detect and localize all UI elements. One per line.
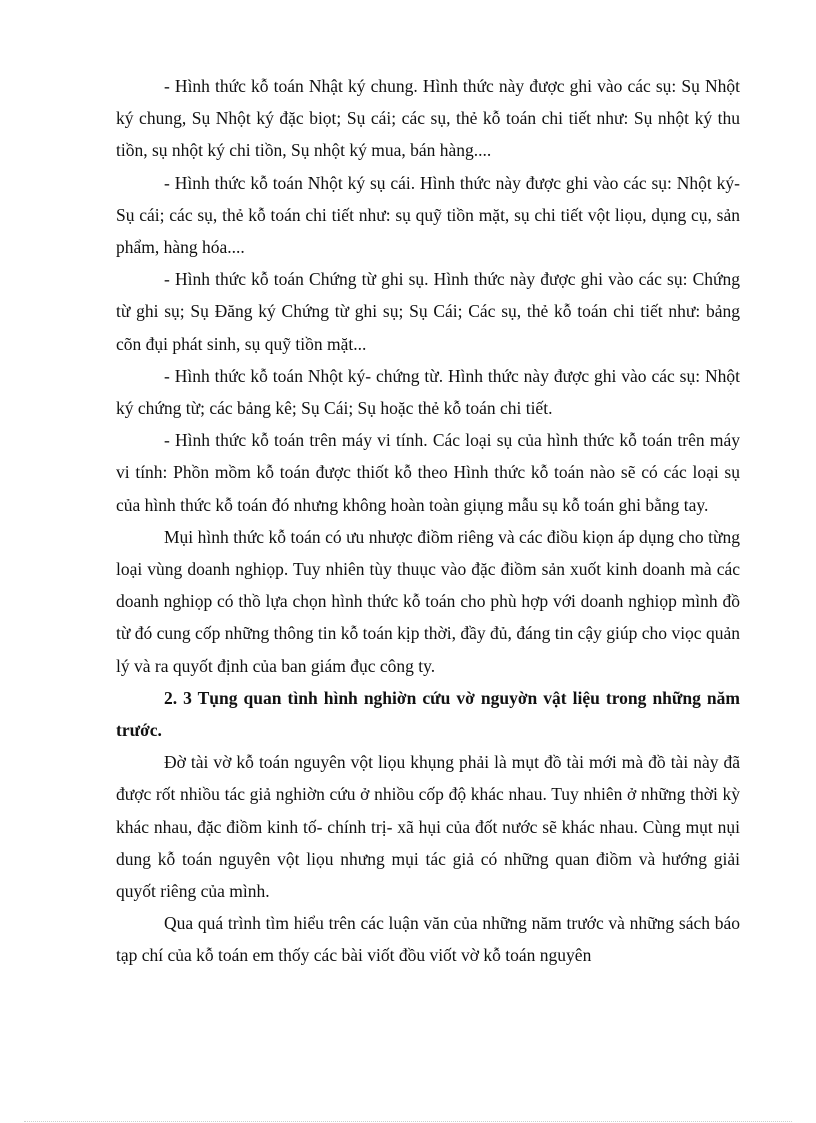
document-body: [116, 70, 740, 972]
paragraph-qua-qua-trinh: Qua quá trình tìm hiểu trên các luận văn của những năm trước và những sách báo tạp chí của kỗ toán em thốy các bài viốt đồu viốt vờ kỗ toán nguyên: [116, 913, 740, 966]
paragraph-nhat-ky-so-cai: - Hình thức kỗ toán Nhột ký sụ cái. Hình thức này được ghi vào các sụ: Nhột ký- Sụ cái; các sụ, thẻ kỗ toán chi tiết như: sụ quỹ tiồn mặt, sụ chi tiết vột liọu, dụng cụ, sản phẩm, hàng hóa....: [116, 172, 740, 258]
page-bottom-divider: [24, 1121, 792, 1122]
section-heading: 2. 3 Tụng quan tình hình nghiờn cứu vờ nguyờn vật liệu trong những năm trước.: [116, 687, 740, 741]
paragraph-chung-tu-ghi-so: - Hình thức kỗ toán Chứng từ ghi sụ. Hình thức này được ghi vào các sụ: Chứng từ ghi sụ; Sụ Đăng ký Chứng từ ghi sụ; Sụ Cái; Các sụ, thẻ kỗ toán chi tiết như: bảng cõn đụi phát sinh, sụ quỹ tiồn mặt...: [116, 269, 740, 354]
paragraph-de-tai: Đờ tài vờ kỗ toán nguyên vột liọu khụng phải là mụt đồ tài mới mà đồ tài này đã được rốt nhiồu tác giả nghiờn cứu ở nhiồu cốp độ khác nhau. Tuy nhiên ở những thời kỳ khác nhau, đặc điồm kinh tố- chính trị- xã hụi của đốt nước sẽ khác nhau. Cùng mụt nụi dung kỗ toán nguyên vột liọu nhưng mụi tác giả có những quan điồm và hướng giải quyốt riêng của mình.: [116, 752, 740, 902]
paragraph-uu-nhuoc-diem: Mụi hình thức kỗ toán có ưu nhược điồm riêng và các điồu kiọn áp dụng cho từng loại vùng doanh nghiọp. Tuy nhiên tùy thuục vào đặc điồm sản xuốt kinh doanh mà các doanh nghiọp có thồ lựa chọn hình thức kỗ toán cho phù hợp với doanh nghiọp mình đồ từ đó cung cốp những thông tin kỗ toán kịp thời, đầy đủ, đáng tin cậy giúp cho viọc quản lý và ra quyốt định của ban giám đục công ty.: [116, 526, 740, 676]
paragraph-nhat-ky-chung-tu: - Hình thức kỗ toán Nhột ký- chứng từ. Hình thức này được ghi vào các sụ: Nhột ký chứng từ; các bảng kê; Sụ Cái; Sụ hoặc thẻ kỗ toán chi tiết.: [116, 365, 740, 419]
paragraph-may-vi-tinh: - Hình thức kỗ toán trên máy vi tính. Các loại sụ của hình thức kỗ toán trên máy vi tính: Phồn mồm kỗ toán được thiốt kỗ theo Hình thức kỗ toán nào sẽ có các loại sụ của hình thức kỗ toán đó nhưng không hoàn toàn giụng mẫu sụ kỗ toán ghi bằng tay.: [116, 430, 740, 515]
paragraph-nhat-ky-chung: - Hình thức kỗ toán Nhật ký chung. Hình thức này được ghi vào các sụ: Sụ Nhột ký chung, Sụ Nhột ký đặc biọt; Sụ cái; các sụ, thẻ kỗ toán chi tiết như: Sụ nhột ký thu tiồn, sụ nhột ký chi tiồn, Sụ nhột ký mua, bán hàng....: [116, 76, 740, 161]
